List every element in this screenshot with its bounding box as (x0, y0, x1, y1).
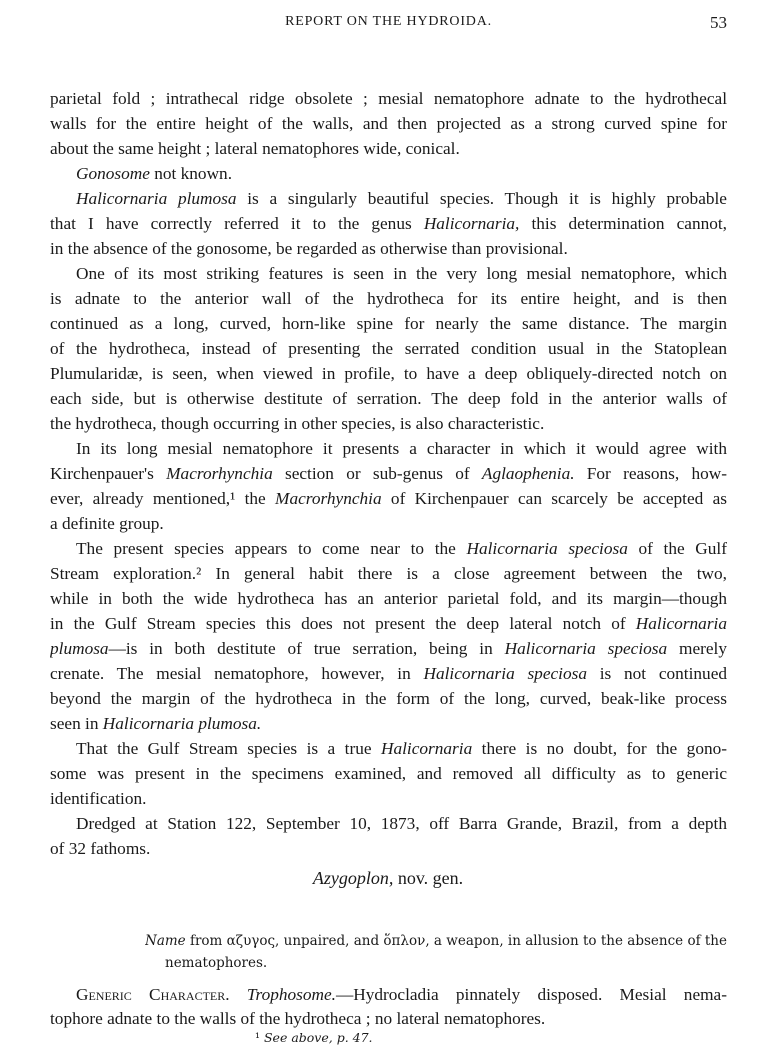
text-segment: nematophores. (165, 955, 268, 971)
italic-text: Halicornaria plumosa. (102, 714, 262, 733)
text-line (50, 311, 727, 336)
etymology-note (145, 930, 727, 974)
italic-text: Halicornaria, (423, 214, 520, 233)
text-line (145, 952, 727, 974)
text-segment: Generic Character. (76, 985, 230, 1004)
paragraph (50, 536, 727, 736)
text-segment: continued as a long, curved, horn-like spine for nearly the same distance. The margin (50, 314, 727, 333)
text-segment: One of its most striking features is seen in the very long mesial nematophore, which (76, 264, 727, 283)
page-number: 53 (710, 13, 727, 32)
paragraph (50, 811, 727, 861)
italic-text: Name (145, 933, 186, 949)
running-head: REPORT ON THE HYDROIDA. (285, 14, 492, 29)
text-segment: That the Gulf Stream species is a true (76, 739, 381, 758)
text-segment: Plumularidæ, is seen, when viewed in profile, to have a deep obliquely-directed notch on (50, 364, 727, 383)
text-line (50, 511, 727, 536)
italic-text: Halicornaria (381, 739, 473, 758)
text-line (50, 586, 727, 611)
text-segment: Stream exploration.² In general habit there is a close agreement between the two, (50, 564, 727, 583)
text-segment: in the Gulf Stream species this does not present the deep lateral notch of (50, 614, 636, 633)
text-segment: tophore adnate to the walls of the hydrotheca ; no lateral nematophores. (50, 1009, 546, 1028)
text-line (50, 136, 727, 161)
text-segment: seen in (50, 714, 103, 733)
text-line (50, 161, 727, 186)
text-segment: in the absence of the gonosome, be regarded as otherwise than provisional. (50, 239, 568, 258)
text-line (50, 211, 727, 236)
text-segment: parietal fold ; intrathecal ridge obsolete ; mesial nematophore adnate to the hydrothecal (50, 89, 727, 108)
text-segment: walls for the entire height of the walls, and then projected as a strong curved spine for (50, 114, 727, 133)
text-segment: —Hydrocladia pinnately disposed. Mesial nema- (335, 985, 727, 1004)
genus-heading (0, 868, 776, 889)
text-segment: Dredged at Station 122, September 10, 1873, off Barra Grande, Brazil, from a depth (76, 814, 727, 833)
text-line (50, 811, 727, 836)
text-line (50, 486, 727, 511)
paragraph (50, 261, 727, 436)
text-segment (230, 985, 247, 1004)
paragraph (50, 161, 727, 186)
paragraph (50, 736, 727, 811)
text-line (50, 1007, 727, 1031)
text-line (50, 436, 727, 461)
italic-text: Halicornaria (635, 614, 727, 633)
text-segment: —is in both destitute of true serration, being in (108, 639, 505, 658)
text-segment: this determination cannot, (519, 214, 727, 233)
text-line (50, 611, 727, 636)
text-line (50, 336, 727, 361)
italic-text: Halicornaria speciosa (504, 639, 668, 658)
text-segment: identification. (50, 789, 147, 808)
text-segment: crenate. The mesial nematophore, however, in (50, 664, 424, 683)
italic-text: Halicornaria speciosa (423, 664, 587, 683)
text-line (50, 111, 727, 136)
text-segment: is adnate to the anterior wall of the hydrotheca for its entire height, and is then (50, 289, 727, 308)
generic-character (50, 983, 727, 1031)
footnote-marker: ¹ (255, 1030, 261, 1045)
text-line (50, 561, 727, 586)
text-line (50, 786, 727, 811)
italic-text: Halicornaria plumosa (76, 189, 237, 208)
italic-text: Macrorhynchia (275, 489, 382, 508)
text-segment: that I have correctly referred it to the genus (50, 214, 424, 233)
text-segment: of the hydrotheca, instead of presenting the serrated condition usual in the Statoplean (50, 339, 727, 358)
text-segment: is not continued (586, 664, 727, 683)
text-segment: from αζυγος, unpaired, and ὅπλον, a weapon, in allusion to the absence of the (189, 933, 727, 949)
text-line (50, 636, 727, 661)
text-segment: there is no doubt, for the gono- (472, 739, 727, 758)
text-segment: section or sub-genus of (272, 464, 482, 483)
text-line (50, 236, 727, 261)
paragraph (50, 186, 727, 261)
page-header (50, 14, 727, 36)
text-line (50, 536, 727, 561)
text-line (50, 836, 727, 861)
italic-text: Halicornaria speciosa (466, 539, 628, 558)
text-segment: The present species appears to come near to the (76, 539, 467, 558)
text-line (50, 261, 727, 286)
text-segment: In its long mesial nematophore it presents a character in which it would agree with (76, 439, 727, 458)
text-line (145, 930, 727, 952)
text-segment: of Kirchenpauer can scarcely be accepted as (381, 489, 727, 508)
text-line (50, 411, 727, 436)
text-segment: the hydrotheca, though occurring in other species, is also characteristic. (50, 414, 545, 433)
text-segment: while in both the wide hydrotheca has an anterior parietal fold, and its margin—though (50, 589, 727, 608)
text-segment: beyond the margin of the hydrotheca in the form of the long, curved, beak-like process (50, 689, 727, 708)
text-line (50, 983, 727, 1007)
text-segment: of the Gulf (627, 539, 727, 558)
text-segment: For reasons, how- (574, 464, 727, 483)
text-line (50, 86, 727, 111)
body-text (50, 86, 727, 861)
italic-text: Aglaophenia. (481, 464, 575, 483)
paragraph (50, 86, 727, 161)
paragraph (50, 436, 727, 536)
italic-text: Macrorhynchia (166, 464, 273, 483)
genus-suffix: nov. gen. (393, 868, 464, 888)
text-line (50, 386, 727, 411)
text-segment: ever, already mentioned,¹ the (50, 489, 276, 508)
footnote (255, 1030, 373, 1045)
text-segment: some was present in the specimens examined, and removed all difficulty as to generic (50, 764, 727, 783)
text-line (50, 661, 727, 686)
text-line (50, 286, 727, 311)
text-line (50, 736, 727, 761)
footnote-text: See above, p. 47. (260, 1030, 373, 1045)
genus-name: Azygoplon, (312, 868, 394, 888)
text-line (50, 461, 727, 486)
text-line (50, 361, 727, 386)
text-line (50, 186, 727, 211)
text-line (50, 761, 727, 786)
text-segment: merely (667, 639, 727, 658)
text-segment: each side, but is otherwise destitute of serration. The deep fold in the anterior walls of (50, 389, 727, 408)
italic-text: plumosa (50, 639, 109, 658)
text-line (50, 711, 727, 736)
text-segment: a definite group. (50, 514, 164, 533)
text-segment: is a singularly beautiful species. Though it is highly probable (236, 189, 727, 208)
text-segment: Kirchenpauer's (50, 464, 167, 483)
text-line (50, 686, 727, 711)
italic-text: Trophosome. (246, 985, 336, 1004)
italic-text: Gonosome (76, 164, 150, 183)
text-segment: of 32 fathoms. (50, 839, 151, 858)
text-segment: about the same height ; lateral nematophores wide, conical. (50, 139, 460, 158)
text-segment: not known. (149, 164, 233, 183)
